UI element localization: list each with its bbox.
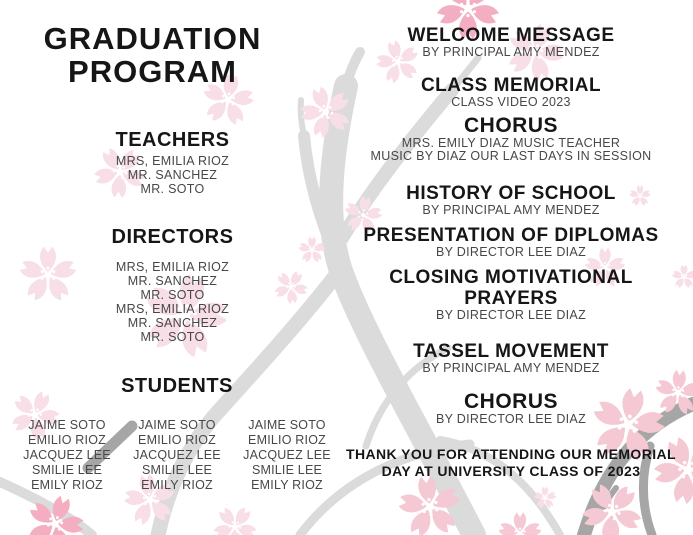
director-name: MR. SOTO	[140, 330, 205, 344]
blossom-flower	[205, 496, 266, 535]
program-item-subtitle: BY PRINCIPAL AMY MENDEZ	[422, 45, 600, 59]
title-line-1: GRADUATION	[43, 21, 262, 56]
program-item-title: PRESENTATION OF DIPLOMAS	[363, 225, 659, 246]
program-item-title: TASSEL MOVEMENT	[413, 341, 609, 362]
student-name: JACQUEZ LEE	[133, 448, 221, 462]
student-name: JAIME SOTO	[138, 418, 216, 432]
blossom-flower	[498, 512, 543, 535]
program-item-class-memorial	[352, 76, 670, 109]
student-name: JAIME SOTO	[248, 418, 326, 432]
student-name: EMILY RIOZ	[141, 478, 213, 492]
blossom-flower	[671, 265, 693, 289]
student-name: JACQUEZ LEE	[243, 448, 331, 462]
teachers-name-list	[40, 154, 305, 196]
program-item-subtitle: MUSIC BY DIAZ OUR LAST DAYS IN SESSION	[370, 149, 652, 163]
student-name: EMILIO RIOZ	[248, 433, 326, 447]
program-item-subtitle: BY DIRECTOR LEE DIAZ	[435, 308, 587, 322]
student-name: SMILIE LEE	[31, 463, 103, 477]
program-item-welcome	[352, 26, 670, 59]
student-name: SMILIE LEE	[141, 463, 213, 477]
students-heading: STUDENTS	[121, 375, 233, 397]
teacher-name: MR. SOTO	[140, 182, 205, 196]
program-item-history	[352, 184, 670, 217]
student-name: JACQUEZ LEE	[23, 448, 111, 462]
program-item-diplomas	[352, 226, 670, 259]
students-columns	[12, 418, 342, 493]
students-column-2	[122, 418, 232, 493]
teacher-name: MR. SANCHEZ	[127, 168, 218, 182]
program-item-tassel	[352, 342, 670, 375]
teachers-heading: TEACHERS	[115, 129, 230, 151]
student-name: EMILY RIOZ	[31, 478, 103, 492]
program-order-panel	[346, 25, 676, 480]
program-item-title: CLOSING MOTIVATIONAL PRAYERS	[389, 267, 633, 309]
directors-section	[40, 227, 305, 344]
program-item-title: CHORUS	[463, 390, 558, 413]
program-item-subtitle: CLASS VIDEO 2023	[451, 95, 571, 109]
directors-name-list	[40, 260, 305, 344]
student-name: SMILIE LEE	[251, 463, 323, 477]
program-item-chorus-2	[352, 391, 670, 426]
students-column-1	[12, 418, 122, 493]
program-item-subtitle: BY PRINCIPAL AMY MENDEZ	[422, 361, 600, 375]
program-item-title: HISTORY OF SCHOOL	[406, 183, 616, 204]
director-name: MR. SANCHEZ	[127, 316, 218, 330]
director-name: MR. SOTO	[140, 288, 205, 302]
program-item-closing-prayers	[352, 267, 670, 322]
program-item-subtitle: BY DIRECTOR LEE DIAZ	[435, 412, 587, 426]
student-name: EMILIO RIOZ	[28, 433, 106, 447]
student-name: EMILIO RIOZ	[138, 433, 216, 447]
program-item-subtitle: BY PRINCIPAL AMY MENDEZ	[422, 203, 600, 217]
program-item-title: CHORUS	[463, 114, 558, 137]
director-name: MRS, EMILIA RIOZ	[115, 302, 230, 316]
students-column-3	[232, 418, 342, 493]
page-title	[10, 22, 295, 88]
program-item-subtitle: BY DIRECTOR LEE DIAZ	[435, 245, 587, 259]
directors-heading: DIRECTORS	[111, 226, 234, 248]
student-name: EMILY RIOZ	[251, 478, 323, 492]
teachers-section	[40, 130, 305, 196]
teacher-name: MRS, EMILIA RIOZ	[115, 154, 230, 168]
program-item-title: WELCOME MESSAGE	[407, 25, 615, 46]
thank-you-message: THANK YOU FOR ATTENDING OUR MEMORIAL DAY AT UNIVERSITY CLASS OF 2023	[346, 446, 676, 479]
title-line-2: PROGRAM	[68, 54, 237, 89]
students-section	[12, 376, 342, 493]
program-item-subtitle: MRS. EMILY DIAZ MUSIC TEACHER	[401, 136, 621, 150]
program-item-chorus-1	[352, 115, 670, 163]
director-name: MRS, EMILIA RIOZ	[115, 260, 230, 274]
program-item-title: CLASS MEMORIAL	[420, 75, 602, 96]
director-name: MR. SANCHEZ	[127, 274, 218, 288]
student-name: JAIME SOTO	[28, 418, 106, 432]
